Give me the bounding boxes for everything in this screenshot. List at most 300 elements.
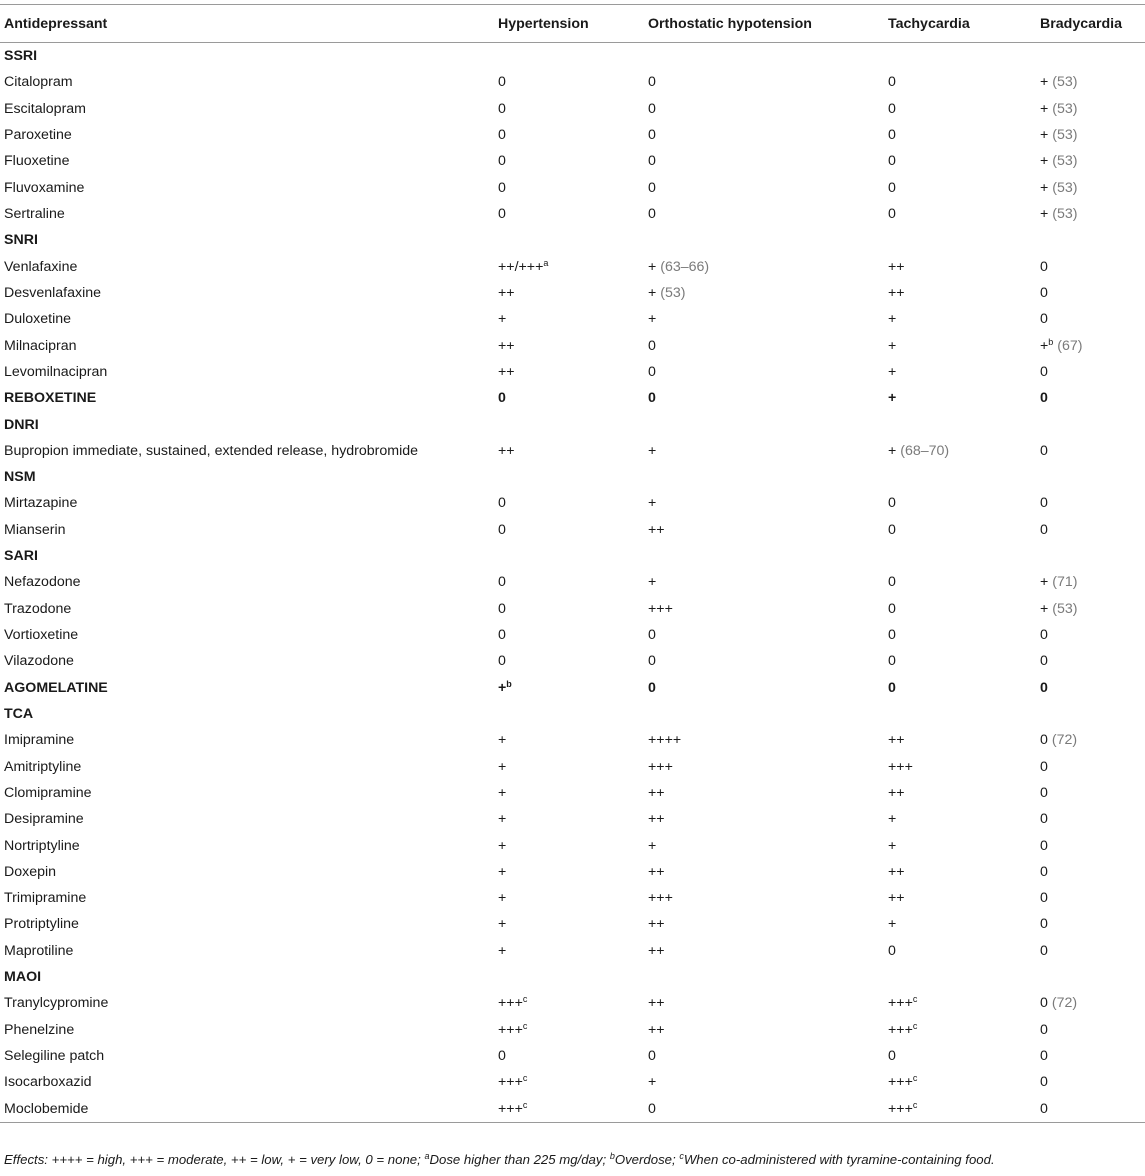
- table-row: [0, 201, 1145, 227]
- reference-citation: (63–66): [660, 258, 710, 275]
- cell-tachycardia: [887, 1043, 1039, 1069]
- cell-tachycardia: [887, 1017, 1039, 1043]
- cell-hypertension: [497, 964, 647, 990]
- effect-value: +: [888, 363, 897, 380]
- effect-value: +: [648, 495, 657, 512]
- cell-bradycardia: [1039, 1096, 1145, 1123]
- table-row: [0, 280, 1145, 306]
- effect-value: 0: [648, 653, 656, 670]
- reference-citation: (53): [1052, 600, 1078, 617]
- footnote-c-text: When co-administered with tyramine-containing food.: [683, 1152, 995, 1167]
- effect-value: +: [648, 574, 657, 591]
- cell-orthostatic-hypotension: [647, 859, 887, 885]
- effect-value: 0: [498, 179, 506, 196]
- cell-orthostatic-hypotension: [647, 990, 887, 1016]
- cell-bradycardia: [1039, 148, 1145, 174]
- effect-value: ++: [888, 732, 905, 749]
- cell-bradycardia: [1039, 280, 1145, 306]
- cell-tachycardia: [887, 201, 1039, 227]
- reference-citation: (53): [1052, 100, 1078, 117]
- effect-value: ++: [888, 890, 905, 907]
- cell-hypertension: [497, 911, 647, 937]
- cell-tachycardia: [887, 43, 1039, 70]
- effect-value: 0: [498, 495, 506, 512]
- cell-bradycardia: [1039, 859, 1145, 885]
- cell-orthostatic-hypotension: [647, 596, 887, 622]
- cell-bradycardia: [1039, 411, 1145, 437]
- effect-value: 0: [498, 390, 506, 407]
- cell-hypertension: [497, 385, 647, 411]
- cell-tachycardia: [887, 701, 1039, 727]
- effect-value: ++: [498, 442, 515, 459]
- footnote-marker: c: [912, 994, 918, 1005]
- effect-value: ++: [648, 521, 665, 538]
- cell-tachycardia: [887, 306, 1039, 332]
- table-row: [0, 1043, 1145, 1069]
- cell-bradycardia: [1039, 490, 1145, 516]
- cell-bradycardia: [1039, 43, 1145, 70]
- effect-value: +: [648, 284, 657, 301]
- effect-value: ++++: [648, 732, 682, 749]
- effect-value: 0: [1040, 1048, 1048, 1065]
- cell-bradycardia: [1039, 911, 1145, 937]
- cell-tachycardia: [887, 280, 1039, 306]
- footnote-marker: c: [912, 1073, 918, 1084]
- footnote-a-mark: a: [424, 1151, 430, 1161]
- cell-hypertension: [497, 806, 647, 832]
- drug-name: Milnacipran: [4, 337, 77, 354]
- cell-orthostatic-hypotension: [647, 385, 887, 411]
- drug-name: Desvenlafaxine: [4, 284, 102, 301]
- effect-value: 0: [1040, 995, 1048, 1012]
- cell-tachycardia: [887, 411, 1039, 437]
- effect-value: 0: [888, 942, 896, 959]
- effect-value: +: [1040, 100, 1049, 117]
- drug-name: Desipramine: [4, 811, 84, 828]
- effect-value: ++: [648, 863, 665, 880]
- effect-value: 0: [888, 127, 896, 144]
- cell-tachycardia: [887, 148, 1039, 174]
- cell-orthostatic-hypotension: [647, 438, 887, 464]
- cell-bradycardia: [1039, 517, 1145, 543]
- cell-orthostatic-hypotension: [647, 1096, 887, 1123]
- effect-value: +: [498, 916, 507, 933]
- group-name: REBOXETINE: [4, 390, 97, 407]
- drug-name: Trimipramine: [4, 890, 87, 907]
- group-row: [0, 411, 1145, 437]
- effect-value: ++: [498, 284, 515, 301]
- cell-orthostatic-hypotension: [647, 148, 887, 174]
- effect-value: 0: [1040, 627, 1048, 644]
- drug-name: Venlafaxine: [4, 258, 78, 275]
- cell-orthostatic-hypotension: [647, 648, 887, 674]
- cell-bradycardia: [1039, 596, 1145, 622]
- table-row: [0, 596, 1145, 622]
- effect-value: +: [888, 916, 897, 933]
- cell-bradycardia: [1039, 964, 1145, 990]
- effect-value: 0: [648, 100, 656, 117]
- cell-hypertension: [497, 254, 647, 280]
- table-row: [0, 622, 1145, 648]
- effect-value: 0: [888, 521, 896, 538]
- footnote-effects: Effects: ++++ = high, +++ = moderate, ++ = low, + = very low, 0 = none;: [4, 1152, 425, 1167]
- effect-value: 0: [1040, 942, 1048, 959]
- effect-value: +: [648, 258, 657, 275]
- table-row: [0, 148, 1145, 174]
- effect-value: +: [1040, 600, 1049, 617]
- cell-bradycardia: [1039, 122, 1145, 148]
- effect-value: 0: [1040, 442, 1048, 459]
- effect-value: 0: [888, 74, 896, 91]
- effect-value: +++: [498, 1100, 523, 1117]
- effect-value: +++: [498, 1021, 523, 1038]
- drug-name: Vortioxetine: [4, 627, 79, 644]
- cell-tachycardia: [887, 1096, 1039, 1123]
- cell-hypertension: [497, 938, 647, 964]
- cell-orthostatic-hypotension: [647, 306, 887, 332]
- footnote-b-text: Overdose;: [614, 1152, 680, 1167]
- cell-hypertension: [497, 464, 647, 490]
- group-row: [0, 701, 1145, 727]
- effect-value: 0: [888, 600, 896, 617]
- group-row: [0, 675, 1145, 701]
- drug-name: Escitalopram: [4, 100, 87, 117]
- header-antidepressant: Antidepressant: [0, 5, 497, 43]
- reference-citation: (67): [1057, 337, 1083, 354]
- reference-citation: (53): [1052, 153, 1078, 170]
- drug-name: Nefazodone: [4, 574, 81, 591]
- effect-value: 0: [498, 153, 506, 170]
- cell-bradycardia: [1039, 227, 1145, 253]
- cell-bradycardia: [1039, 701, 1145, 727]
- cell-tachycardia: [887, 543, 1039, 569]
- cell-bradycardia: [1039, 938, 1145, 964]
- reference-citation: (71): [1052, 574, 1078, 591]
- cell-bradycardia: [1039, 1043, 1145, 1069]
- cell-orthostatic-hypotension: [647, 69, 887, 95]
- footnote-marker: c: [522, 994, 528, 1005]
- footnote-marker: a: [543, 257, 549, 268]
- effect-value: +: [648, 311, 657, 328]
- cell-hypertension: [497, 280, 647, 306]
- cell-orthostatic-hypotension: [647, 332, 887, 358]
- effect-value: +: [1040, 574, 1049, 591]
- cell-tachycardia: [887, 780, 1039, 806]
- group-name: TCA: [4, 705, 34, 722]
- effect-value: 0: [888, 627, 896, 644]
- cell-orthostatic-hypotension: [647, 96, 887, 122]
- effect-value: 0: [888, 1048, 896, 1065]
- group-row: [0, 43, 1145, 70]
- cell-orthostatic-hypotension: [647, 701, 887, 727]
- effect-value: ++: [648, 942, 665, 959]
- drug-name: Duloxetine: [4, 311, 72, 328]
- cell-tachycardia: [887, 990, 1039, 1016]
- cell-hypertension: [497, 96, 647, 122]
- table-row: [0, 1096, 1145, 1123]
- drug-name: Mirtazapine: [4, 495, 78, 512]
- effect-value: 0: [648, 179, 656, 196]
- cell-hypertension: [497, 1043, 647, 1069]
- effect-value: 0: [648, 74, 656, 91]
- effect-value: 0: [1040, 837, 1048, 854]
- cell-tachycardia: [887, 832, 1039, 858]
- cell-tachycardia: [887, 964, 1039, 990]
- reference-citation: (53): [1052, 206, 1078, 223]
- effect-value: +: [498, 890, 507, 907]
- cell-hypertension: [497, 227, 647, 253]
- cell-hypertension: [497, 990, 647, 1016]
- cell-bradycardia: [1039, 543, 1145, 569]
- effect-value: 0: [498, 521, 506, 538]
- cell-hypertension: [497, 201, 647, 227]
- effect-value: +: [498, 732, 507, 749]
- effect-value: 0: [888, 153, 896, 170]
- cell-tachycardia: [887, 569, 1039, 595]
- drug-name: Tranylcypromine: [4, 995, 109, 1012]
- table-row: [0, 490, 1145, 516]
- cell-bradycardia: [1039, 622, 1145, 648]
- cell-tachycardia: [887, 227, 1039, 253]
- group-row: [0, 543, 1145, 569]
- effect-value: +: [498, 784, 507, 801]
- cell-orthostatic-hypotension: [647, 280, 887, 306]
- effect-value: 0: [888, 679, 896, 696]
- effect-value: 0: [648, 390, 656, 407]
- cell-hypertension: [497, 701, 647, 727]
- cell-hypertension: [497, 411, 647, 437]
- effect-value: 0: [1040, 1074, 1048, 1091]
- drug-name: Amitriptyline: [4, 758, 82, 775]
- footnote-b-mark: b: [609, 1151, 615, 1161]
- cell-orthostatic-hypotension: [647, 201, 887, 227]
- group-name: NSM: [4, 469, 36, 486]
- cell-orthostatic-hypotension: [647, 1069, 887, 1095]
- effect-value: 0: [648, 627, 656, 644]
- effect-value: ++: [648, 811, 665, 828]
- cell-bradycardia: [1039, 332, 1145, 358]
- effect-value: 0: [888, 179, 896, 196]
- cell-orthostatic-hypotension: [647, 622, 887, 648]
- drug-name: Citalopram: [4, 74, 73, 91]
- effect-value: 0: [498, 574, 506, 591]
- cell-orthostatic-hypotension: [647, 753, 887, 779]
- effect-value: 0: [888, 206, 896, 223]
- table-row: [0, 1069, 1145, 1095]
- group-name: AGOMELATINE: [4, 679, 108, 696]
- cell-bradycardia: [1039, 569, 1145, 595]
- cell-orthostatic-hypotension: [647, 885, 887, 911]
- effect-value: 0: [648, 1100, 656, 1117]
- group-name: SARI: [4, 548, 38, 565]
- cell-orthostatic-hypotension: [647, 1043, 887, 1069]
- effect-value: +: [648, 1074, 657, 1091]
- effect-value: +++: [888, 995, 913, 1012]
- drug-name: Moclobemide: [0, 1096, 497, 1123]
- reference-citation: (72): [1051, 995, 1078, 1012]
- header-tachycardia: Tachycardia: [887, 5, 1039, 43]
- effect-value: 0: [498, 627, 506, 644]
- effect-value: +: [498, 311, 507, 328]
- drug-name: Clomipramine: [4, 784, 92, 801]
- cell-tachycardia: [887, 753, 1039, 779]
- table-row: [0, 648, 1145, 674]
- cell-orthostatic-hypotension: [647, 175, 887, 201]
- cell-bradycardia: [1039, 806, 1145, 832]
- cell-tachycardia: [887, 596, 1039, 622]
- cell-hypertension: [497, 438, 647, 464]
- effect-value: 0: [1040, 390, 1048, 407]
- cell-hypertension: [497, 306, 647, 332]
- effect-value: +: [888, 811, 897, 828]
- cell-tachycardia: [887, 938, 1039, 964]
- cell-bradycardia: [1039, 675, 1145, 701]
- cell-bradycardia: [1039, 385, 1145, 411]
- cell-bradycardia: [1039, 201, 1145, 227]
- drug-name: Mianserin: [4, 521, 66, 538]
- table-row: [0, 359, 1145, 385]
- cell-bradycardia: [1039, 832, 1145, 858]
- cell-hypertension: [497, 727, 647, 753]
- cell-bradycardia: [1039, 1017, 1145, 1043]
- effect-value: 0: [1040, 732, 1048, 749]
- drug-name: Protriptyline: [4, 916, 79, 933]
- cell-tachycardia: [887, 1069, 1039, 1095]
- effect-value: +: [888, 337, 897, 354]
- effect-value: ++: [648, 784, 665, 801]
- effect-value: 0: [498, 206, 506, 223]
- effect-value: +: [648, 837, 657, 854]
- cell-orthostatic-hypotension: [647, 832, 887, 858]
- effect-value: 0: [648, 1048, 656, 1065]
- effect-value: +: [498, 942, 507, 959]
- cell-tachycardia: [887, 96, 1039, 122]
- cell-orthostatic-hypotension: [647, 122, 887, 148]
- drug-name: Sertraline: [4, 206, 65, 223]
- drug-name: Doxepin: [4, 863, 57, 880]
- cell-hypertension: [497, 332, 647, 358]
- cell-bradycardia: [1039, 69, 1145, 95]
- table-header: [0, 5, 1145, 43]
- table-footnote: [4, 1152, 995, 1167]
- cell-tachycardia: [887, 517, 1039, 543]
- header-orthostatic-hypotension: Orthostatic hypotension: [647, 5, 887, 43]
- cell-hypertension: [497, 780, 647, 806]
- cell-hypertension: [497, 622, 647, 648]
- cell-orthostatic-hypotension: [647, 43, 887, 70]
- table-row: [0, 569, 1145, 595]
- effect-value: +: [1040, 127, 1049, 144]
- drug-name: Nortriptyline: [4, 837, 80, 854]
- effect-value: ++: [888, 284, 905, 301]
- effect-value: +: [498, 758, 507, 775]
- effect-value: ++: [498, 363, 515, 380]
- effect-value: +: [648, 442, 657, 459]
- table-row: [0, 832, 1145, 858]
- table-row: [0, 806, 1145, 832]
- effect-value: 0: [648, 127, 656, 144]
- effect-value: ++: [888, 258, 905, 275]
- cell-hypertension: [497, 596, 647, 622]
- cell-tachycardia: [887, 806, 1039, 832]
- cell-orthostatic-hypotension: [647, 780, 887, 806]
- cell-bradycardia: [1039, 990, 1145, 1016]
- cell-hypertension: [497, 1096, 647, 1123]
- effect-value: ++/+++: [498, 258, 544, 275]
- cell-hypertension: [497, 122, 647, 148]
- effect-value: 0: [1040, 811, 1048, 828]
- effect-value: +: [1040, 337, 1049, 354]
- cell-bradycardia: [1039, 464, 1145, 490]
- footnote-marker: b: [1048, 336, 1054, 347]
- table-row: [0, 332, 1145, 358]
- reference-citation: (53): [660, 284, 686, 301]
- cell-hypertension: [497, 148, 647, 174]
- effect-value: +++: [888, 1021, 913, 1038]
- drug-name: Imipramine: [4, 732, 75, 749]
- cell-tachycardia: [887, 885, 1039, 911]
- cell-orthostatic-hypotension: [647, 938, 887, 964]
- cell-hypertension: [497, 832, 647, 858]
- cell-orthostatic-hypotension: [647, 359, 887, 385]
- drug-name: Levomilnacipran: [4, 363, 108, 380]
- header-row: [0, 5, 1145, 43]
- effect-value: 0: [1040, 1021, 1048, 1038]
- cell-bradycardia: [1039, 753, 1145, 779]
- cell-hypertension: [497, 675, 647, 701]
- footnote-c-mark: c: [679, 1151, 684, 1161]
- table-row: [0, 69, 1145, 95]
- effect-value: 0: [888, 653, 896, 670]
- effect-value: ++: [888, 863, 905, 880]
- table-row: [0, 1017, 1145, 1043]
- cell-orthostatic-hypotension: [647, 517, 887, 543]
- cell-hypertension: [497, 490, 647, 516]
- cell-orthostatic-hypotension: [647, 227, 887, 253]
- group-row: [0, 227, 1145, 253]
- drug-name: Fluvoxamine: [4, 179, 85, 196]
- effect-value: 0: [648, 153, 656, 170]
- cell-hypertension: [497, 1017, 647, 1043]
- effect-value: ++: [888, 784, 905, 801]
- effect-value: +: [888, 311, 897, 328]
- cell-hypertension: [497, 859, 647, 885]
- drug-name: Vilazodone: [4, 653, 74, 670]
- cell-tachycardia: [887, 648, 1039, 674]
- cell-hypertension: [497, 69, 647, 95]
- effect-value: 0: [1040, 363, 1048, 380]
- effect-value: 0: [498, 1048, 506, 1065]
- drug-name: Isocarboxazid: [4, 1074, 92, 1091]
- group-name: SSRI: [4, 48, 38, 65]
- effect-value: +: [498, 837, 507, 854]
- footnote-marker: c: [522, 1073, 528, 1084]
- cell-bradycardia: [1039, 1069, 1145, 1095]
- antidepressant-cardiovascular-table: [0, 4, 1145, 1123]
- table-body: [0, 43, 1145, 1123]
- effect-value: 0: [1040, 916, 1048, 933]
- footnote-marker: c: [522, 1099, 528, 1110]
- effect-value: 0: [498, 600, 506, 617]
- cell-hypertension: [497, 648, 647, 674]
- group-name: DNRI: [4, 416, 39, 433]
- effect-value: ++: [648, 995, 665, 1012]
- cell-orthostatic-hypotension: [647, 464, 887, 490]
- cell-orthostatic-hypotension: [647, 964, 887, 990]
- effect-value: +++: [648, 758, 673, 775]
- table-row: [0, 96, 1145, 122]
- cell-orthostatic-hypotension: [647, 254, 887, 280]
